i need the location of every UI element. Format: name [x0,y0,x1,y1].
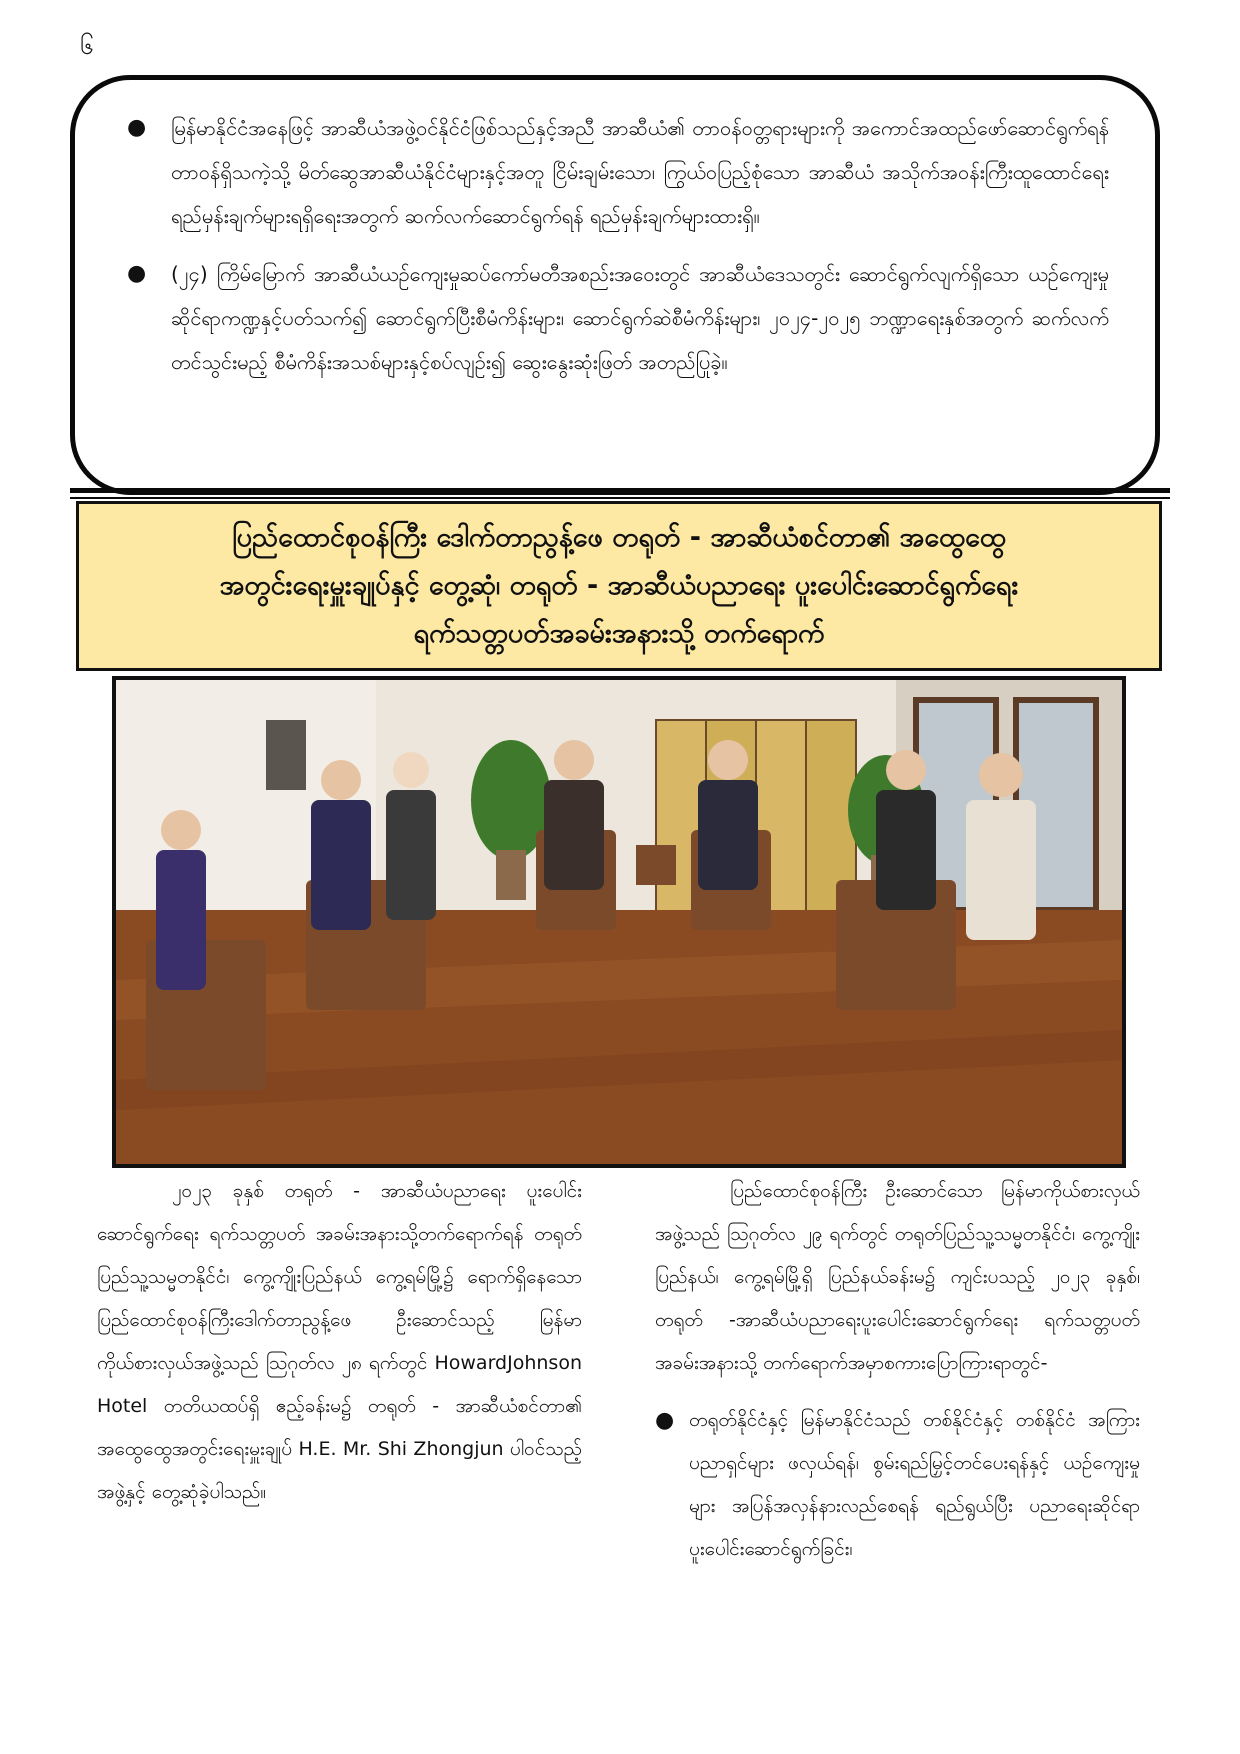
article-right-bullet-text: တရုတ်နိုင်ငံနှင့် မြန်မာနိုင်ငံသည် တစ်နိုင်ငံနှင့် တစ်နိုင်ငံ အကြား ပညာရှင်များ ဖလှယ်ရန်၊ စွမ်းရည်မြှင့်တင်ပေးရန်နှင့် ယဉ်ကျေးမှုများ အပြန်အလှန်နားလည်စေရန် ရည်ရွယ်ပြီး ပညာရေးဆိုင်ရာပူးပေါင်းဆောင်ရွက်ခြင်း၊ [689,1409,1140,1560]
meeting-photo [112,676,1126,1168]
summary-box [70,75,1160,495]
article-right-paragraph: ပြည်ထောင်စုဝန်ကြီး ဦးဆောင်သော မြန်မာကိုယ်စားလှယ်အဖွဲ့သည် ဩဂုတ်လ ၂၉ ရက်တွင် တရုတ်ပြည်သူ့သမ္မတနိုင်ငံ၊ ကွေ့ကျိုးပြည်နယ်၊ ကွေ့ရမ်မြို့ရှိ ပြည်နယ်ခန်းမ၌ ကျင်းပသည့် ၂၀၂၃ ခုနှစ်၊ တရုတ် -အာဆီယံပညာရေးပူးပေါင်းဆောင်ရွက်ရေး ရက်သတ္တပတ် အခမ်းအနားသို့ တက်ရောက်အမှာစကားပြောကြားရာတွင်- [655,1180,1140,1374]
section-divider [70,488,1170,493]
bullet-icon: ● [127,115,147,140]
summary-list [121,106,1109,384]
article-right-list [655,1399,1140,1571]
article-left-column [97,1170,582,1514]
summary-item-text: မြန်မာနိုင်ငံအနေဖြင့် အာဆီယံအဖွဲ့ဝင်နိုင်ငံဖြစ်သည်နှင့်အညီ အာဆီယံ၏ တာဝန်ဝတ္တရားများကို အကောင်အထည်ဖော်ဆောင်ရွက်ရန် တာဝန်ရှိသကဲ့သို့ မိတ်ဆွေအာဆီယံနိုင်ငံများနှင့်အတူ ငြိမ်းချမ်းသော၊ ကြွယ်ဝပြည့်စုံသော အာဆီယံ အသိုက်အဝန်းကြီးထူထောင်ရေး ရည်မှန်းချက်များရရှိရေးအတွက် ဆက်လက်ဆောင်ရွက်ရန် ရည်မှန်းချက်များထားရှိ။ [171,116,1109,228]
headline-line-3: ရက်သတ္တပတ်အခမ်းအနားသို့ တက်ရောက် [413,618,825,649]
page-number: ၆ [80,32,94,60]
article-right-list-item [655,1399,1140,1571]
article-right-column [655,1170,1140,1571]
bullet-icon: ● [127,261,147,286]
headline-line-1: ပြည်ထောင်စုဝန်ကြီး ဒေါက်တာညွန့်ဖေ တရုတ် - အာဆီယံစင်တာ၏ အထွေထွေ [232,522,1006,553]
headline-line-2: အတွင်းရေးမှူးချုပ်နှင့် တွေ့ဆုံ၊ တရုတ် - အာဆီယံပညာရေး ပူးပေါင်းဆောင်ရွက်ရေး [219,570,1019,601]
section-divider-thin [70,497,1170,499]
summary-item-1 [121,106,1109,238]
meeting-photo-illustration [116,680,1122,1164]
article-left-paragraph: ၂၀၂၃ ခုနှစ် တရုတ် - အာဆီယံပညာရေး ပူးပေါင်းဆောင်ရွက်ရေး ရက်သတ္တပတ် အခမ်းအနားသို့တက်ရောက်ရန် တရုတ်ပြည်သူ့သမ္မတနိုင်ငံ၊ ကွေ့ကျိုးပြည်နယ် ကွေ့ရမ်မြို့၌ ရောက်ရှိနေသော ပြည်ထောင်စုဝန်ကြီးဒေါက်တာညွန့်ဖေ ဦးဆောင်သည့် မြန်မာကိုယ်စားလှယ်အဖွဲ့သည် ဩဂုတ်လ ၂၈ ရက်တွင် HowardJohnson Hotel တတိယထပ်ရှိ ဧည့်ခန်းမ၌ တရုတ် - အာဆီယံစင်တာ၏ အထွေထွေအတွင်းရေးမှူးချုပ် H.E. Mr. Shi Zhongjun ပါဝင်သည့်အဖွဲ့နှင့် တွေ့ဆုံခဲ့ပါသည်။ [97,1180,582,1503]
summary-item-2 [121,252,1109,384]
headline-box [76,501,1162,671]
summary-item-text: (၂၄) ကြိမ်မြောက် အာဆီယံယဉ်ကျေးမှုဆပ်ကော်မတီအစည်းအဝေးတွင် အာဆီယံဒေသတွင်း ဆောင်ရွက်လျက်ရှိသော ယဉ်ကျေးမှုဆိုင်ရာကဏ္ဍနှင့်ပတ်သက်၍ ဆောင်ရွက်ပြီးစီမံကိန်းများ၊ ဆောင်ရွက်ဆဲစီမံကိန်းများ၊ ၂၀၂၄-၂၀၂၅ ဘဏ္ဍာရေးနှစ်အတွက် ဆက်လက်တင်သွင်းမည့် စီမံကိန်းအသစ်များနှင့်စပ်လျဉ်း၍ ဆွေးနွေးဆုံးဖြတ် အတည်ပြုခဲ့။ [171,262,1109,374]
bullet-icon: ● [655,1408,675,1433]
